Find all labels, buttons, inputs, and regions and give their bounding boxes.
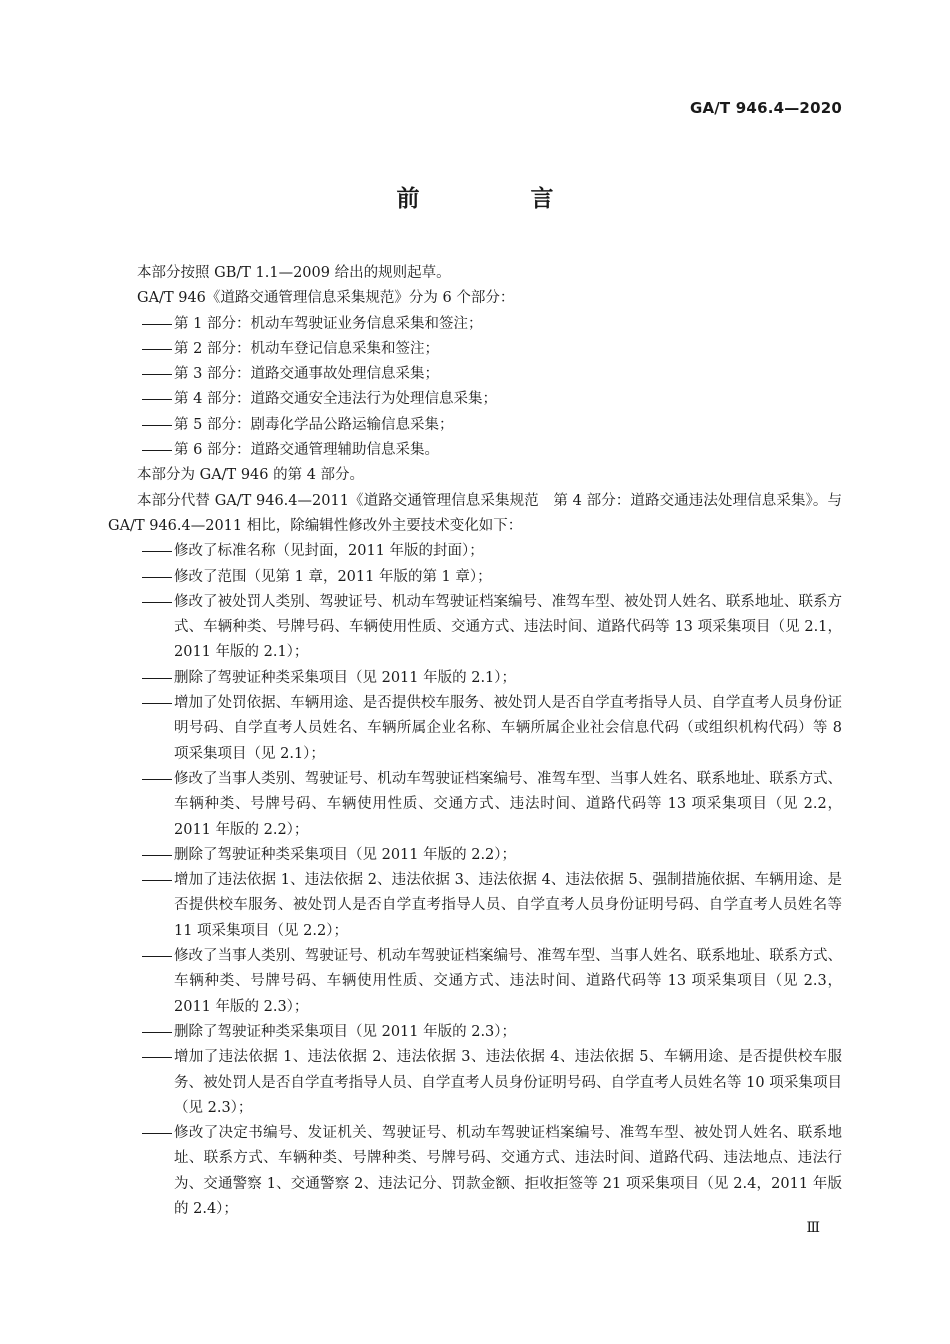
list-item: [108, 312, 842, 337]
list-item-text: 第 1 部分：机动车驾驶证业务信息采集和签注；: [174, 315, 483, 332]
paragraph: 本部分为 GA/T 946 的第 4 部分。: [137, 467, 365, 484]
list-item-text: 增加了违法依据 1、违法依据 2、违法依据 3、违法依据 4、违法依据 5、强制措施依据、车辆用途、是否提供校车服务、被处罚人是否自学直考指导人员、自学直考人员身份证明号码、自学直考人员姓名等 11 项采集项目（见 2.2）；: [174, 872, 842, 939]
list-item: [108, 337, 842, 362]
list-item: [108, 1045, 842, 1121]
paragraph: 本部分按照 GB/T 1.1—2009 给出的规则起草。: [137, 265, 451, 281]
document-body: [108, 261, 842, 1222]
list-item-text: 第 6 部分：道路交通管理辅助信息采集。: [174, 442, 439, 459]
list-item-text: 第 2 部分：机动车登记信息采集和签注；: [174, 340, 439, 357]
list-item-text: 第 4 部分：道路交通安全违法行为处理信息采集；: [174, 391, 497, 408]
list-item: [108, 413, 842, 438]
list-item: [108, 387, 842, 412]
standard-code: GA/T 946.4—2020: [689, 99, 842, 117]
list-item: [108, 868, 842, 944]
list-item-text: 增加了违法依据 1、违法依据 2、违法依据 3、违法依据 4、违法依据 5、车辆用途、是否提供校车服务、被处罚人是否自学直考指导人员、自学直考人员身份证明号码、自学直考人员姓名等 10 项采集项目（见 2.3）；: [174, 1049, 842, 1116]
list-item-text: 删除了驾驶证种类采集项目（见 2011 年版的 2.2）；: [174, 846, 517, 863]
list-item-text: 删除了驾驶证种类采集项目（见 2011 年版的 2.3）；: [174, 1023, 517, 1040]
list-item-text: 修改了标准名称（见封面，2011 年版的封面）；: [174, 543, 484, 560]
list-item: [108, 362, 842, 387]
list-item: [108, 565, 842, 590]
list-item-text: 增加了处罚依据、车辆用途、是否提供校车服务、被处罚人是否自学直考指导人员、自学直考人员身份证明号码、自学直考人员姓名、车辆所属企业名称、车辆所属企业社会信息代码（或组织机构代码）等 8 项采集项目（见 2.1）；: [174, 695, 842, 762]
list-item-text: 修改了范围（见第 1 章，2011 年版的第 1 章）；: [174, 568, 492, 585]
list-item: [108, 539, 842, 564]
list-item-text: 修改了决定书编号、发证机关、驾驶证号、机动车驾驶证档案编号、准驾车型、被处罚人姓名、联系地址、联系方式、车辆种类、号牌种类、号牌号码、交通方式、违法时间、道路代码、违法地点、违法行为、交通警察 1、交通警察 2、违法记分、罚款金额、拒收拒签等 21 项采集项目（见 2.4，2011 年版的 2.4）；: [174, 1125, 842, 1217]
list-item-text: 修改了当事人类别、驾驶证号、机动车驾驶证档案编号、准驾车型、当事人姓名、联系地址、联系方式、车辆种类、号牌号码、车辆使用性质、交通方式、违法时间、道路代码等 13 项采集项目（见 2.2，2011 年版的 2.2）；: [174, 770, 842, 838]
list-item: [108, 438, 842, 463]
list-item: [108, 1020, 842, 1045]
list-item: [108, 843, 842, 868]
list-item: [108, 1121, 842, 1222]
list-item: [108, 944, 842, 1020]
page-title: 前 言: [396, 186, 598, 212]
page-number: Ⅲ: [806, 1220, 820, 1236]
paragraph: 本部分代替 GA/T 946.4—2011《道路交通管理信息采集规范 第 4 部分：道路交通违法处理信息采集》。与 GA/T 946.4—2011 相比，除编辑性修改外主要技术变化如下：: [108, 492, 842, 534]
list-item-text: 第 5 部分：剧毒化学品公路运输信息采集；: [174, 416, 454, 433]
list-item-text: 第 3 部分：道路交通事故处理信息采集；: [174, 366, 439, 383]
list-item: [108, 767, 842, 843]
paragraph: GA/T 946《道路交通管理信息采集规范》分为 6 个部分：: [137, 290, 515, 307]
list-item: [108, 666, 842, 691]
list-item: [108, 590, 842, 666]
list-item-text: 修改了当事人类别、驾驶证号、机动车驾驶证档案编号、准驾车型、当事人姓名、联系地址、联系方式、车辆种类、号牌号码、车辆使用性质、交通方式、违法时间、道路代码等 13 项采集项目（见 2.3，2011 年版的 2.3）；: [174, 948, 842, 1015]
list-item: [108, 691, 842, 767]
list-item-text: 删除了驾驶证种类采集项目（见 2011 年版的 2.1）；: [174, 669, 517, 686]
list-item-text: 修改了被处罚人类别、驾驶证号、机动车驾驶证档案编号、准驾车型、被处罚人姓名、联系地址、联系方式、车辆种类、号牌号码、车辆使用性质、交通方式、违法时间、道路代码等 13 项采集项目（见 2.1，2011 年版的 2.1）；: [174, 593, 842, 661]
